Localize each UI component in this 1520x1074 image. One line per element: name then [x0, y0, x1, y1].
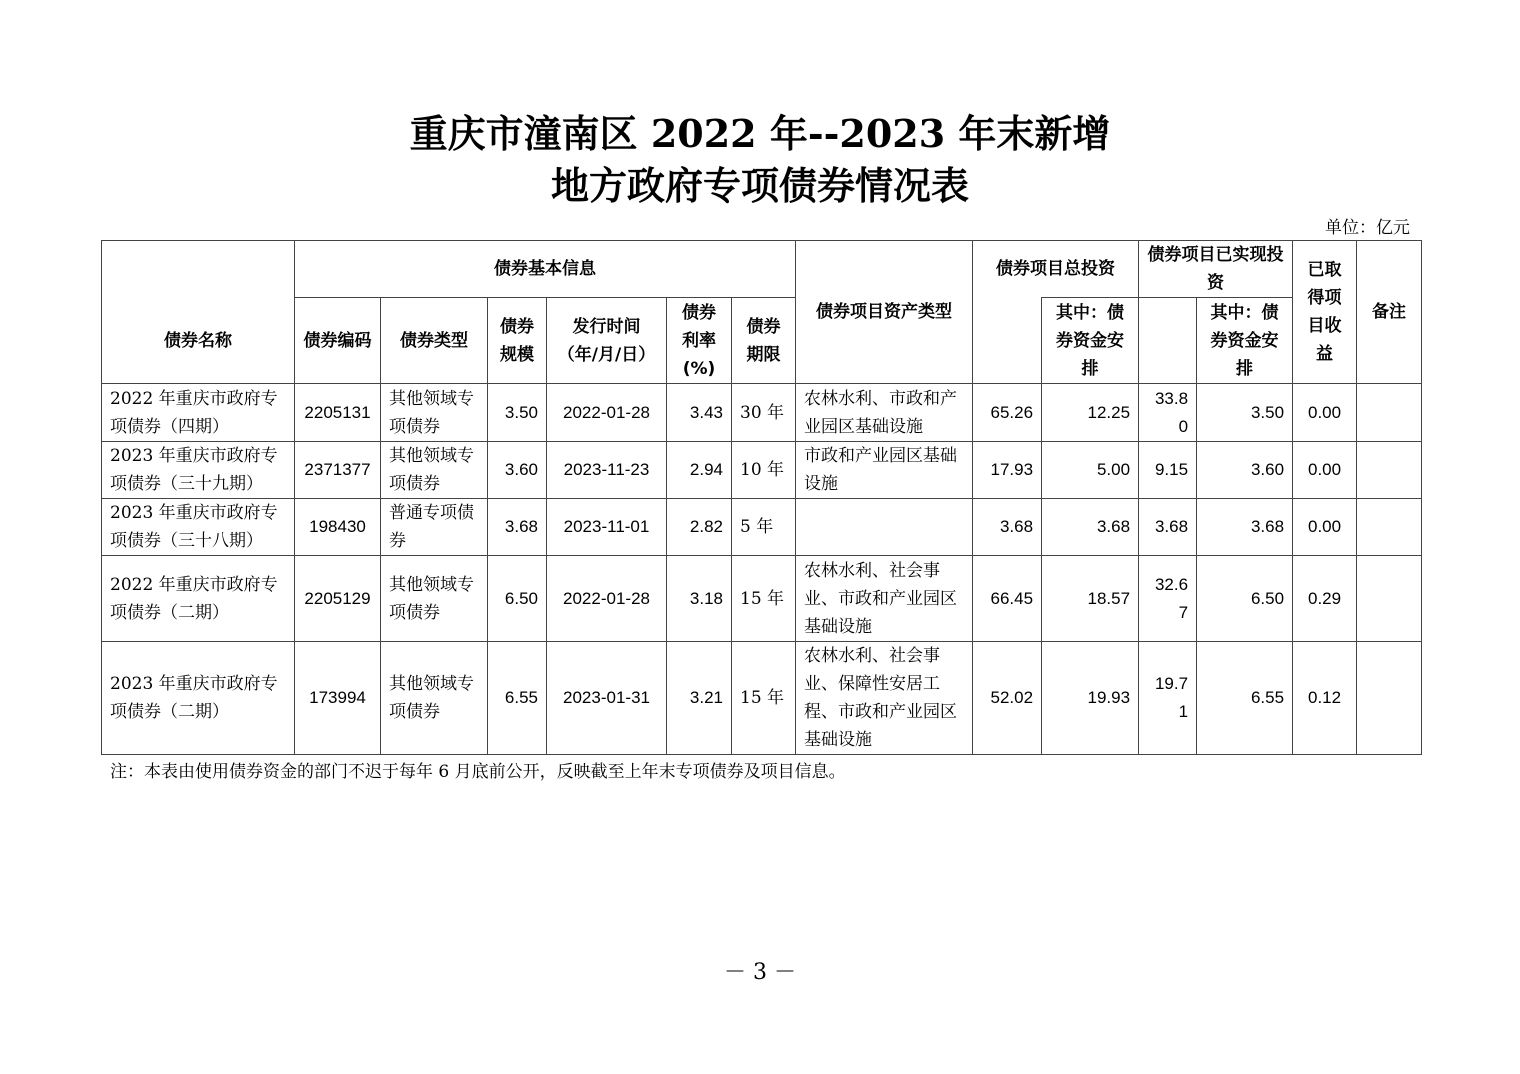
realized-investment-cell: 9.15 [1139, 442, 1197, 499]
realized-investment-cell: 33.80 [1139, 384, 1197, 442]
header-asset-type: 债券项目资产类型 [796, 241, 973, 384]
header-total-of-which: 其中：债券资金安排 [1042, 298, 1139, 384]
header-bond-name: 债券名称 [102, 241, 295, 384]
bond-name-cell: 2023 年重庆市政府专项债券（三十九期） [102, 442, 295, 499]
bond-scale-cell: 6.50 [488, 556, 547, 642]
asset-type-cell: 农林水利、社会事业、市政和产业园区基础设施 [796, 556, 973, 642]
header-row-1 [102, 241, 1422, 298]
header-term: 债券期限 [732, 298, 796, 384]
header-row-2 [102, 298, 1422, 384]
asset-type-cell: 农林水利、市政和产业园区基础设施 [796, 384, 973, 442]
bond-type-cell: 其他领域专项债券 [381, 556, 488, 642]
header-remark: 备注 [1357, 241, 1422, 384]
term-cell: 5 年 [732, 499, 796, 556]
header-issue-date: 发行时间（年/月/日） [547, 298, 667, 384]
realized-bond-cell: 6.55 [1197, 642, 1293, 755]
unit-label: 单位：亿元 [1325, 218, 1410, 238]
header-code: 债券编码 [295, 298, 381, 384]
bond-scale-cell: 3.50 [488, 384, 547, 442]
table-row [102, 442, 1422, 499]
total-bond-cell: 18.57 [1042, 556, 1139, 642]
header-type: 债券类型 [381, 298, 488, 384]
total-investment-cell: 65.26 [973, 384, 1042, 442]
issue-date-cell: 2023-01-31 [547, 642, 667, 755]
issue-date-cell: 2022-01-28 [547, 384, 667, 442]
rate-cell: 3.43 [667, 384, 732, 442]
term-cell: 10 年 [732, 442, 796, 499]
bond-code-cell: 2205131 [295, 384, 381, 442]
bond-code-cell: 173994 [295, 642, 381, 755]
bond-type-cell: 普通专项债券 [381, 499, 488, 556]
bond-name-cell: 2022 年重庆市政府专项债券（四期） [102, 384, 295, 442]
document-title-line2: 地方政府专项债券情况表 [550, 163, 969, 208]
header-total-blank [973, 298, 1042, 384]
header-revenue: 已取得项目收益 [1293, 241, 1357, 384]
revenue-cell: 0.29 [1293, 556, 1357, 642]
remark-cell [1357, 642, 1422, 755]
realized-investment-cell: 19.71 [1139, 642, 1197, 755]
term-cell: 15 年 [732, 556, 796, 642]
bond-type-cell: 其他领域专项债券 [381, 384, 488, 442]
bond-scale-cell: 3.60 [488, 442, 547, 499]
document-title-line1: 重庆市潼南区 2022 年--2023 年末新增 [409, 111, 1111, 156]
total-bond-cell: 12.25 [1042, 384, 1139, 442]
bond-name-cell: 2023 年重庆市政府专项债券（三十八期） [102, 499, 295, 556]
page-number: － 3 － [724, 960, 796, 985]
bond-name-cell: 2022 年重庆市政府专项债券（二期） [102, 556, 295, 642]
header-realized-of-which: 其中：债券资金安排 [1197, 298, 1293, 384]
asset-type-cell: 市政和产业园区基础设施 [796, 442, 973, 499]
rate-cell: 2.94 [667, 442, 732, 499]
bond-scale-cell: 3.68 [488, 499, 547, 556]
header-total-investment: 债券项目总投资 [973, 241, 1139, 298]
bond-name-cell: 2023 年重庆市政府专项债券（二期） [102, 642, 295, 755]
realized-investment-cell: 32.67 [1139, 556, 1197, 642]
total-bond-cell: 5.00 [1042, 442, 1139, 499]
revenue-cell: 0.12 [1293, 642, 1357, 755]
rate-cell: 2.82 [667, 499, 732, 556]
revenue-cell: 0.00 [1293, 442, 1357, 499]
table-row [102, 556, 1422, 642]
table-row [102, 642, 1422, 755]
total-investment-cell: 3.68 [973, 499, 1042, 556]
issue-date-cell: 2023-11-23 [547, 442, 667, 499]
realized-bond-cell: 3.68 [1197, 499, 1293, 556]
total-bond-cell: 3.68 [1042, 499, 1139, 556]
header-realized-blank [1139, 298, 1197, 384]
bond-type-cell: 其他领域专项债券 [381, 442, 488, 499]
header-basic-info: 债券基本信息 [295, 241, 796, 298]
remark-cell [1357, 499, 1422, 556]
rate-cell: 3.18 [667, 556, 732, 642]
footnote: 注：本表由使用债券资金的部门不迟于每年 6 月底前公开，反映截至上年末专项债券及项目信息。 [110, 762, 846, 782]
bond-scale-cell: 6.55 [488, 642, 547, 755]
rate-cell: 3.21 [667, 642, 732, 755]
term-cell: 30 年 [732, 384, 796, 442]
realized-bond-cell: 6.50 [1197, 556, 1293, 642]
realized-investment-cell: 3.68 [1139, 499, 1197, 556]
issue-date-cell: 2023-11-01 [547, 499, 667, 556]
realized-bond-cell: 3.50 [1197, 384, 1293, 442]
remark-cell [1357, 556, 1422, 642]
realized-bond-cell: 3.60 [1197, 442, 1293, 499]
asset-type-cell [796, 499, 973, 556]
table-row [102, 499, 1422, 556]
header-rate: 债券利率(%) [667, 298, 732, 384]
bond-type-cell: 其他领域专项债券 [381, 642, 488, 755]
issue-date-cell: 2022-01-28 [547, 556, 667, 642]
table-row [102, 384, 1422, 442]
total-investment-cell: 52.02 [973, 642, 1042, 755]
bond-code-cell: 2371377 [295, 442, 381, 499]
total-investment-cell: 66.45 [973, 556, 1042, 642]
bond-code-cell: 2205129 [295, 556, 381, 642]
header-realized-investment: 债券项目已实现投资 [1139, 241, 1293, 298]
total-bond-cell: 19.93 [1042, 642, 1139, 755]
bond-table [101, 240, 1422, 755]
revenue-cell: 0.00 [1293, 384, 1357, 442]
remark-cell [1357, 442, 1422, 499]
asset-type-cell: 农林水利、社会事业、保障性安居工程、市政和产业园区基础设施 [796, 642, 973, 755]
revenue-cell: 0.00 [1293, 499, 1357, 556]
bond-code-cell: 198430 [295, 499, 381, 556]
header-scale: 债券规模 [488, 298, 547, 384]
term-cell: 15 年 [732, 642, 796, 755]
total-investment-cell: 17.93 [973, 442, 1042, 499]
remark-cell [1357, 384, 1422, 442]
